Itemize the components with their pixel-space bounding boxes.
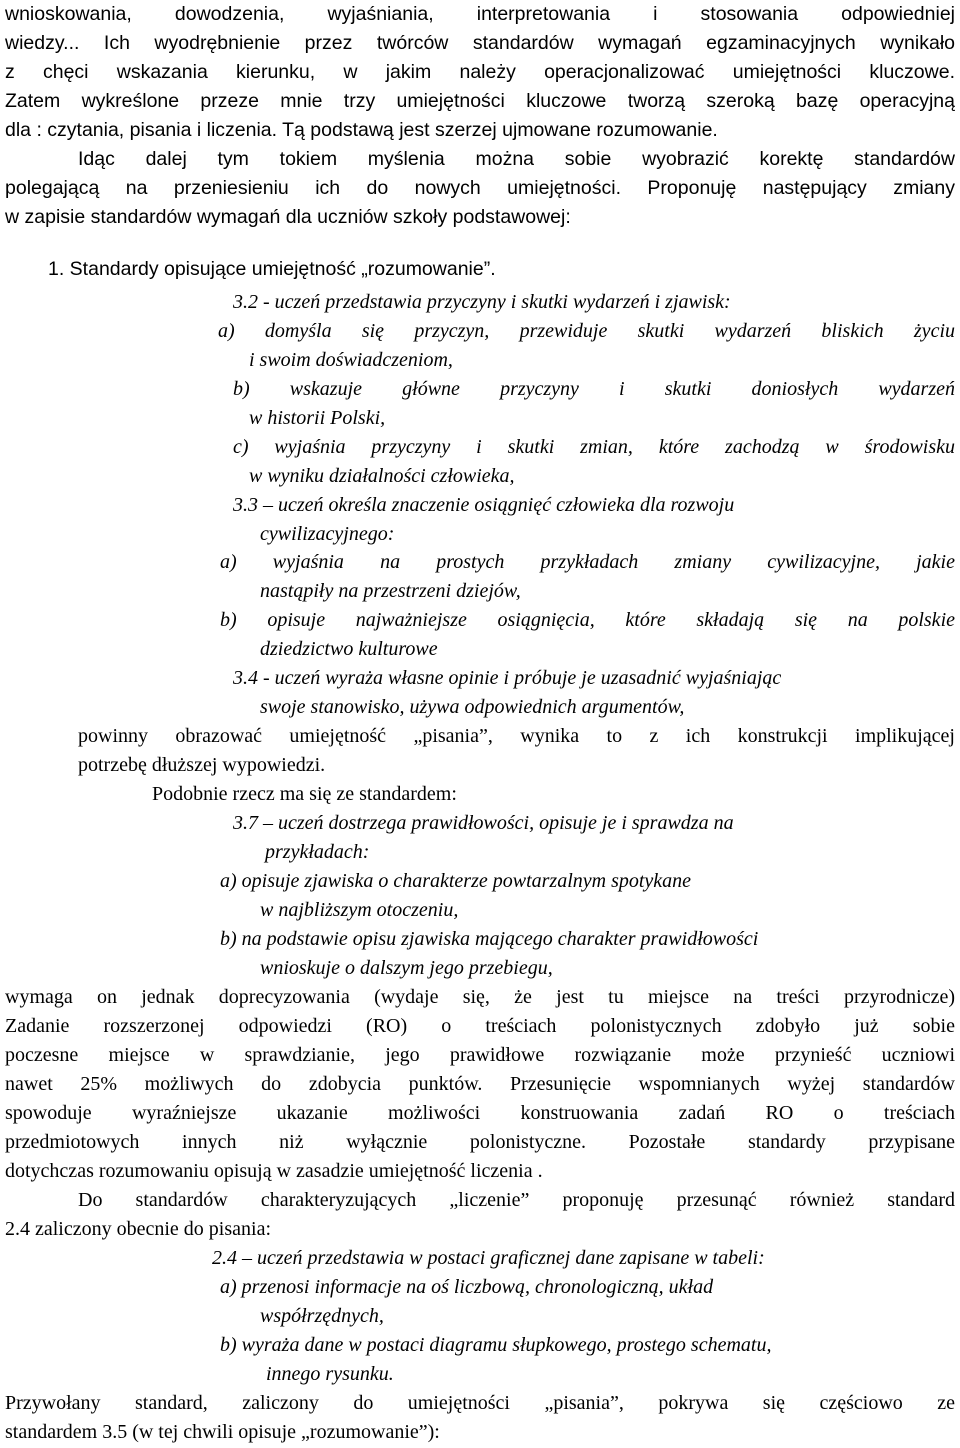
intro-line-8: w zapisie standardów wymagań dla uczniów szkoły podstawowej: [5,206,571,228]
body-2-line-3: poczesne miejsce w sprawdzianie, jego prawidłowe rozwiązanie może przynieść uczniowi [5,1044,955,1066]
list-heading: 1. Standardy opisujące umiejętność „rozumowanie”. [48,258,496,280]
intro-line-5: dla : czytania, pisania i liczenia. Tą podstawą jest szerzej ujmowane rozumowanie. [5,119,718,141]
std-3-7-b: b) na podstawie opisu zjawiska mającego charakter prawidłowości [220,928,759,950]
body-2-line-4: nawet 25% możliwych do zdobycia punktów. Przesunięcie wspomnianych wyżej standardów [5,1073,955,1095]
std-3-7-b-cont: wnioskuje o dalszym jego przebiegu, [260,957,553,979]
intro-line-4: Zatem wykreślone przeze mnie trzy umiejętności kluczowe tworzą szeroką bazę operacyjną [5,90,955,112]
std-2-4-title: 2.4 – uczeń przedstawia w postaci graficznej dane zapisane w tabeli: [212,1247,765,1269]
intro-line-3: z chęci wskazania kierunku, w jakim należy operacjonalizować umiejętności kluczowe. [5,61,955,83]
std-2-4-b-cont: innego rysunku. [266,1363,394,1385]
std-3-7-title-cont: przykładach: [265,841,370,863]
std-3-3-title-cont: cywilizacyjnego: [260,523,395,545]
std-3-3-b-cont: dziedzictwo kulturowe [260,638,438,660]
std-3-7-title: 3.7 – uczeń dostrzega prawidłowości, opisuje je i sprawdza na [233,812,734,834]
body-3-line-2: 2.4 zaliczony obecnie do pisania: [5,1218,272,1240]
body-3-line-1: Do standardów charakteryzujących „liczenie” proponuję przesunąć również standard [78,1189,955,1211]
std-3-2-a: a) domyśla się przyczyn, przewiduje skutki wydarzeń bliskich życiu [218,320,955,342]
intro-line-7: polegającą na przeniesieniu ich do nowych umiejętności. Proponuję następujący zmiany [5,177,955,199]
std-3-7-a: a) opisuje zjawiska o charakterze powtarzalnym spotykane [220,870,692,892]
intro-line-6: Idąc dalej tym tokiem myślenia można sobie wyobrazić korektę standardów [78,148,955,170]
body-2-line-6: przedmiotowych innych niż wyłącznie polonistyczne. Pozostałe standardy przypisane [5,1131,955,1153]
closing-line-2: standardem 3.5 (w tej chwili opisuje „rozumowanie”): [5,1421,440,1443]
intro-line-2: wiedzy... Ich wyodrębnienie przez twórców standardów wymagań egzaminacyjnych wynikało [5,32,955,54]
closing-line-1: Przywołany standard, zaliczony do umiejętności „pisania”, pokrywa się częściowo ze [5,1392,955,1414]
std-3-3-a: a) wyjaśnia na prostych przykładach zmiany cywilizacyjne, jakie [220,551,955,573]
std-3-3-a-cont: nastąpiły na przestrzeni dziejów, [260,580,521,602]
body-2-line-5: spowoduje wyraźniejsze ukazanie możliwości konstruowania zadań RO o treściach [5,1102,955,1124]
std-3-2-c: c) wyjaśnia przyczyny i skutki zmian, które zachodzą w środowisku [233,436,955,458]
std-3-2-b-cont: w historii Polski, [249,407,386,429]
std-3-2-a-cont: i swoim doświadczeniom, [249,349,453,371]
body-2-line-2: Zadanie rozszerzonej odpowiedzi (RO) o treściach polonistycznych zdobyło już sobie [5,1015,955,1037]
body-2-line-1: wymaga on jednak doprecyzowania (wydaje się, że jest tu miejsce na treści przyrodnicze) [5,986,955,1008]
body-2-line-7: dotychczas rozumowaniu opisują w zasadzie umiejętność liczenia . [5,1160,543,1182]
intro-line-1: wnioskowania, dowodzenia, wyjaśniania, interpretowania i stosowania odpowiedniej [5,3,955,25]
std-3-3-title: 3.3 – uczeń określa znaczenie osiągnięć człowieka dla rozwoju [233,494,735,516]
std-2-4-a: a) przenosi informacje na oś liczbową, chronologiczną, układ [220,1276,714,1298]
std-3-4-line-2: swoje stanowisko, używa odpowiednich argumentów, [260,696,685,718]
std-3-2-c-cont: w wyniku działalności człowieka, [249,465,515,487]
std-3-2-b: b) wskazuje główne przyczyny i skutki doniosłych wydarzeń [233,378,955,400]
after-3-4-line-2: potrzebę dłuższej wypowiedzi. [78,754,326,776]
std-3-7-a-cont: w najbliższym otoczeniu, [260,899,459,921]
std-2-4-a-cont: współrzędnych, [260,1305,384,1327]
std-2-4-b: b) wyraża dane w postaci diagramu słupkowego, prostego schematu, [220,1334,772,1356]
std-3-4-line-1: 3.4 - uczeń wyraża własne opinie i próbuje je uzasadnić wyjaśniając [233,667,782,689]
after-3-4-line-1: powinny obrazować umiejętność „pisania”, wynika to z ich konstrukcji implikującej [78,725,955,747]
std-3-3-b: b) opisuje najważniejsze osiągnięcia, które składają się na polskie [220,609,955,631]
std-3-2-title: 3.2 - uczeń przedstawia przyczyny i skutki wydarzeń i zjawisk: [233,291,731,313]
similar-standard-intro: Podobnie rzecz ma się ze standardem: [152,783,457,805]
